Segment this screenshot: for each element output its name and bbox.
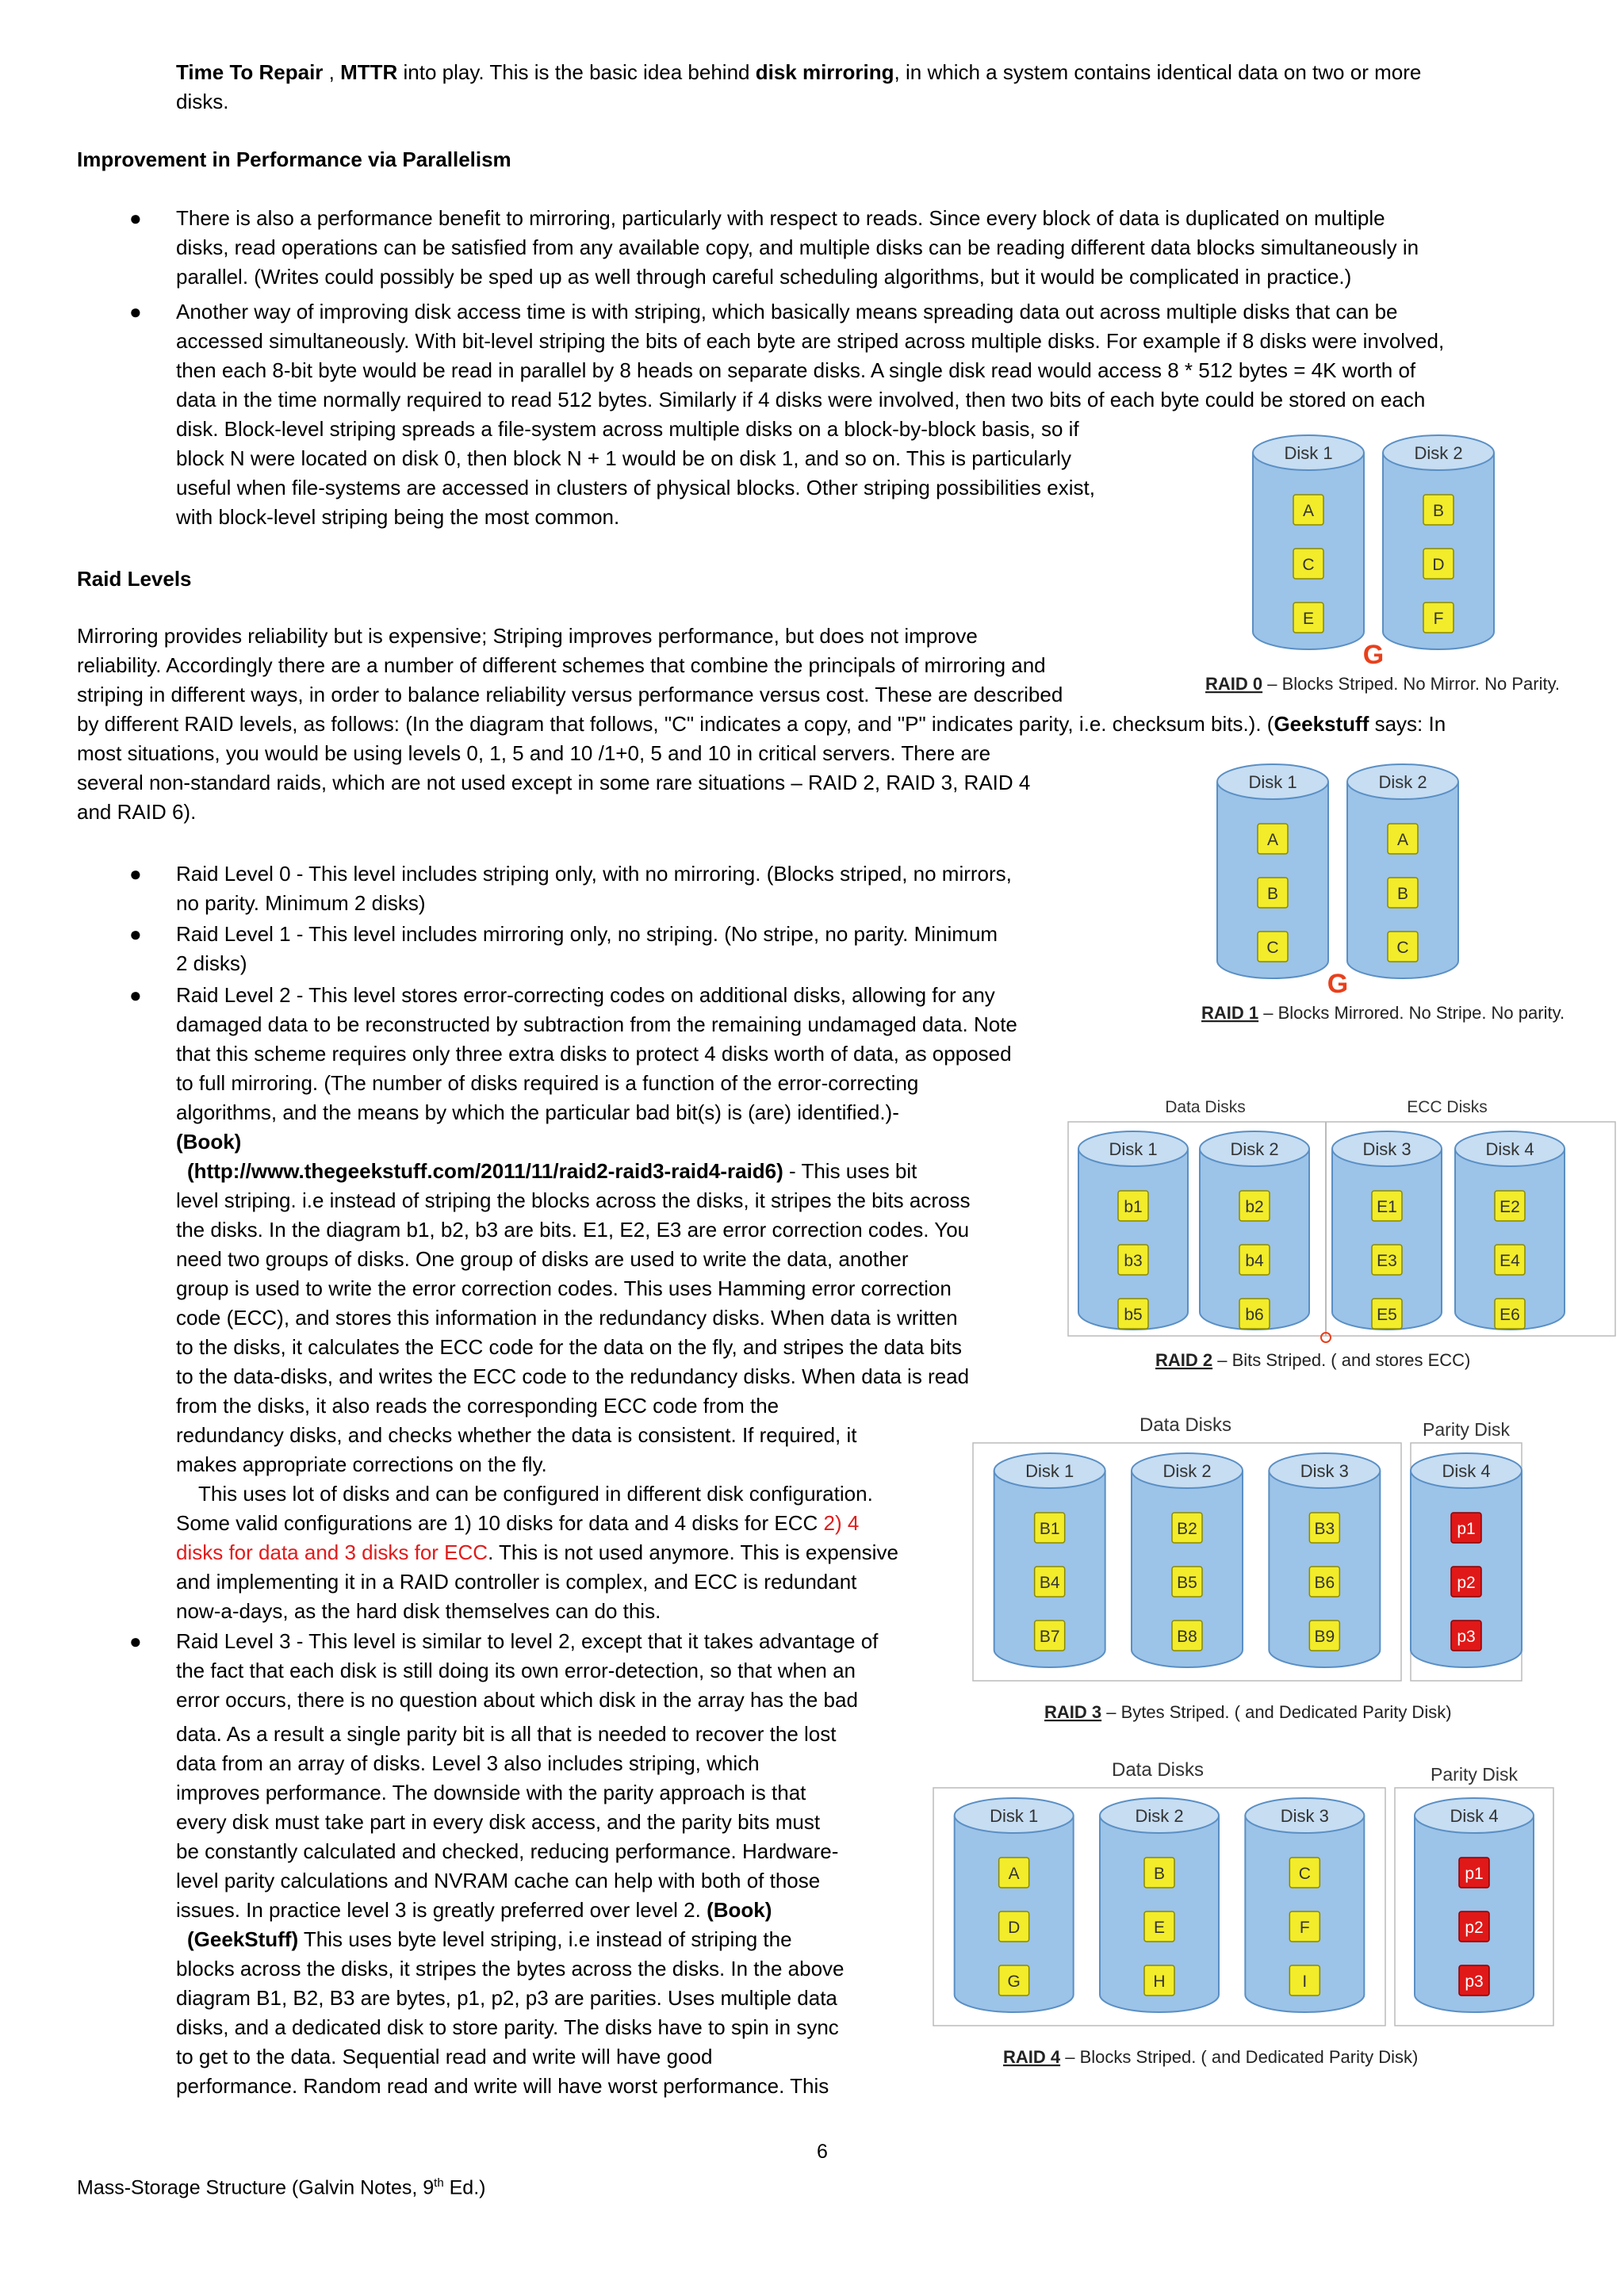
block-label: D	[1008, 1919, 1021, 1937]
geekstuff-logo-icon: G	[1362, 640, 1385, 670]
raid3-l11: (GeekStuff) This uses byte level striping, i.e instead of striping the	[187, 1927, 792, 1951]
raid3-t3: disks, and a dedicated disk to store parity. The disks have to spin in sync	[176, 2015, 839, 2039]
raid3-l9: level parity calculations and NVRAM cache can help with both of those	[176, 1869, 821, 1892]
bullet-dot: ●	[129, 983, 142, 1007]
raid2-e1: and implementing it in a RAID controller is complex, and ECC is redundant	[176, 1570, 857, 1594]
block-label: B3	[1314, 1520, 1335, 1538]
geekstuff-link[interactable]: (http://www.thegeekstuff.com/2011/11/raid2-raid3-raid4-raid6)	[187, 1159, 783, 1183]
raid2-l3: that this scheme requires only three extra disks to protect 4 disks worth of data, as opposed	[176, 1042, 1012, 1066]
disk-2	[1200, 1131, 1309, 1330]
disk-3	[1245, 1798, 1364, 2012]
parallel-b2-l6: block N were located on disk 0, then block N + 1 would be on disk 1, and so on. This is particularly	[176, 446, 1071, 470]
caption-raid-label: RAID 3	[1044, 1702, 1102, 1722]
disk-1	[1217, 764, 1328, 978]
group-label-data: Data Disks	[1111, 1759, 1205, 1781]
raid3-t4: to get to the data. Sequential read and write will have good	[176, 2045, 713, 2068]
block-label: A	[1396, 831, 1409, 849]
raid3-t1: blocks across the disks, it stripes the bytes across the disks. In the above	[176, 1957, 845, 1980]
raid4-svg	[932, 1752, 1558, 2085]
raid2-m8: from the disks, it also reads the corresponding ECC code from the	[176, 1394, 779, 1418]
figure-caption	[1155, 1350, 1470, 1370]
parallel-b2-l8: with block-level striping being the most common.	[176, 505, 620, 529]
disk-2	[1383, 435, 1494, 649]
figure-caption	[1201, 1003, 1565, 1023]
raid2-m4: group is used to write the error correction codes. This uses Hamming error correction	[176, 1276, 952, 1300]
disk-4	[1455, 1131, 1565, 1330]
disk-label: Disk 1	[1284, 443, 1333, 463]
block-label: C	[1298, 1865, 1311, 1883]
block-label: F	[1433, 610, 1444, 628]
raid2-m10: makes appropriate corrections on the fly.	[176, 1452, 547, 1476]
disk-1	[955, 1798, 1074, 2012]
block-label: B8	[1177, 1628, 1197, 1646]
raid2-l4: to full mirroring. (The number of disks required is a function of the error-correcting	[176, 1071, 919, 1095]
raid2-config: Some valid configurations are 1) 10 disks for data and 4 disks for ECC 2) 4	[176, 1511, 860, 1535]
disk-label: Disk 4	[1442, 1461, 1491, 1481]
block-label: E	[1302, 610, 1315, 628]
raid3-l6: improves performance. The downside with the parity approach is that	[176, 1781, 806, 1804]
caption-raid-label: RAID 1	[1201, 1003, 1259, 1023]
block-label: E2	[1500, 1198, 1520, 1216]
block-label: B	[1396, 885, 1409, 903]
block-label: B	[1153, 1865, 1166, 1883]
caption-text: – Bytes Striped. ( and Dedicated Parity Disk)	[1101, 1702, 1452, 1722]
raid-para-l3: striping in different ways, in order to balance reliability versus performance versus cost. These are described	[77, 683, 1063, 706]
raid1-l1: Raid Level 1 - This level includes mirroring only, no striping. (No stripe, no parity. Minimum	[176, 922, 998, 946]
disk-4	[1411, 1453, 1522, 1667]
group-label-parity: Parity Disk	[1423, 1419, 1510, 1440]
intro-line-1: Time To Repair , MTTR into play. This is the basic idea behind disk mirroring, in which a system contains identical data on two or more	[176, 60, 1422, 84]
block-label: B9	[1314, 1628, 1335, 1646]
block-label: C	[1266, 939, 1279, 957]
disk-label: Disk 4	[1450, 1806, 1499, 1826]
raid3-t5: performance. Random read and write will have worst performance. This	[176, 2074, 829, 2098]
raid2-m11: This uses lot of disks and can be configured in different disk configuration.	[198, 1482, 873, 1506]
raid4-figure	[932, 1752, 1558, 2085]
disk-label: Disk 2	[1230, 1139, 1279, 1159]
group-label-data: Data Disks	[1165, 1098, 1246, 1116]
disk-1	[1253, 435, 1364, 649]
raid3-l7: every disk must take part in every disk access, and the parity bits must	[176, 1810, 821, 1834]
caption-text: – Blocks Striped. ( and Dedicated Parity Disk)	[1060, 2047, 1419, 2067]
disk-label: Disk 1	[990, 1806, 1039, 1826]
block-label: E	[1153, 1919, 1166, 1937]
bullet-dot: ●	[129, 1629, 142, 1653]
raid2-l5: algorithms, and the means by which the particular bad bit(s) is (are) identified.)-	[176, 1100, 899, 1124]
figure-caption	[1205, 674, 1560, 694]
block-label: B6	[1314, 1574, 1335, 1592]
disk-label: Disk 2	[1378, 772, 1427, 792]
disk-label: Disk 2	[1414, 443, 1463, 463]
raid0-figure	[1197, 432, 1578, 694]
raid-para-l2: reliability. Accordingly there are a number of different schemes that combine the principals of mirroring and	[77, 653, 1046, 677]
block-label: C	[1396, 939, 1409, 957]
bullet-dot: ●	[129, 206, 142, 230]
raid3-l8: be constantly calculated and checked, reducing performance. Hardware-	[176, 1839, 839, 1863]
raid2-figure	[1067, 1090, 1622, 1383]
raid-para-l4: by different RAID levels, as follows: (In the diagram that follows, "C" indicates a copy, and "P" indicates parity, i.e. checksum bits.). (Geekstuff says: In	[77, 712, 1446, 736]
caption-text: – Bits Striped. ( and stores ECC)	[1212, 1350, 1471, 1370]
disk-label: Disk 4	[1485, 1139, 1534, 1159]
block-label: B	[1432, 502, 1445, 520]
parallel-b2-l7: useful when file-systems are accessed in clusters of physical blocks. Other striping possibilities exist,	[176, 476, 1095, 499]
parallel-b2-l4: data in the time normally required to read 512 bytes. Similarly if 4 disks were involved, then two bits of each byte could be stored on each	[176, 388, 1426, 411]
disk-label: Disk 3	[1280, 1806, 1329, 1826]
raid2-link-line: (http://www.thegeekstuff.com/2011/11/raid2-raid3-raid4-raid6) - This uses bit	[187, 1159, 917, 1183]
raid3-l5: data from an array of disks. Level 3 also includes striping, which	[176, 1751, 760, 1775]
raid3-t2: diagram B1, B2, B3 are bytes, p1, p2, p3 are parities. Uses multiple data	[176, 1986, 837, 2010]
block-label: E5	[1377, 1306, 1397, 1324]
block-label: b3	[1124, 1252, 1143, 1270]
caption-text: – Blocks Mirrored. No Stripe. No parity.	[1258, 1003, 1565, 1023]
block-label: p1	[1457, 1520, 1476, 1538]
raid0-svg	[1197, 432, 1578, 694]
geekstuff-logo-icon: G	[1327, 969, 1349, 999]
raid2-m1: level striping. i.e instead of striping the blocks across the disks, it stripes the bits across	[176, 1188, 971, 1212]
figure-caption	[1044, 1702, 1452, 1722]
group-label-ecc: ECC Disks	[1407, 1098, 1488, 1116]
block-label: B5	[1177, 1574, 1197, 1592]
block-label: B2	[1177, 1520, 1197, 1538]
raid3-l4: data. As a result a single parity bit is all that is needed to recover the lost	[176, 1722, 837, 1746]
block-label: b5	[1124, 1306, 1143, 1324]
raid-para-l6: several non-standard raids, which are not used except in some rare situations – RAID 2, RAID 3, RAID 4	[77, 771, 1031, 794]
heading-raid-levels: Raid Levels	[77, 567, 192, 591]
block-label: B1	[1039, 1520, 1060, 1538]
parallel-b1-l1: There is also a performance benefit to mirroring, particularly with respect to reads. Since every block of data is duplicated on multiple	[176, 206, 1385, 230]
caption-raid-label: RAID 2	[1155, 1350, 1213, 1370]
parallel-b2-l3: then each 8-bit byte would be read in parallel by 8 heads on separate disks. A single disk read would access 8 * 512 bytes = 4K worth of	[176, 358, 1416, 382]
parallel-b2-l5: disk. Block-level striping spreads a file-system across multiple disks on a block-by-block basis, so if	[176, 417, 1079, 441]
raid0-l2: no parity. Minimum 2 disks)	[176, 891, 426, 915]
block-label: E6	[1500, 1306, 1520, 1324]
block-label: p3	[1457, 1628, 1476, 1646]
parallel-b2-l1: Another way of improving disk access time is with striping, which basically means spreading data out across multiple disks that can be	[176, 300, 1398, 323]
disk-2	[1347, 764, 1458, 978]
block-label: E4	[1500, 1252, 1520, 1270]
raid2-m9: redundancy disks, and checks whether the data is consistent. If required, it	[176, 1423, 857, 1447]
parallel-b1-l3: parallel. (Writes could possibly be sped up as well through careful scheduling algorithms, but it would be complicated in practice.)	[176, 265, 1352, 289]
block-label: p2	[1465, 1919, 1484, 1937]
heading-parallelism: Improvement in Performance via Parallelism	[77, 147, 511, 171]
raid1-svg	[1201, 761, 1582, 1023]
disk-1	[994, 1453, 1105, 1667]
disk-label: Disk 3	[1300, 1461, 1349, 1481]
disk-3	[1332, 1131, 1442, 1330]
intro-line-2: disks.	[176, 90, 229, 113]
page-number: 6	[817, 2141, 828, 2163]
raid2-e2: now-a-days, as the hard disk themselves can do this.	[176, 1599, 661, 1623]
block-label: b1	[1124, 1198, 1143, 1216]
block-label: C	[1302, 556, 1315, 574]
raid2-l1: Raid Level 2 - This level stores error-correcting codes on additional disks, allowing for any	[176, 983, 995, 1007]
parallel-b1-l2: disks, read operations can be satisfied from any available copy, and multiple disks can be reading different data blocks simultaneously in	[176, 235, 1419, 259]
raid3-l1: Raid Level 3 - This level is similar to level 2, except that it takes advantage of	[176, 1629, 879, 1653]
block-label: b2	[1245, 1198, 1264, 1216]
raid1-figure	[1201, 761, 1582, 1023]
disk-label: Disk 1	[1109, 1139, 1158, 1159]
block-label: D	[1432, 556, 1445, 574]
bullet-dot: ●	[129, 300, 142, 323]
caption-raid-label: RAID 0	[1205, 674, 1263, 694]
bullet-dot: ●	[129, 922, 142, 946]
disk-2	[1132, 1453, 1243, 1667]
raid1-l2: 2 disks)	[176, 951, 247, 975]
disk-label: Disk 2	[1162, 1461, 1212, 1481]
caption-raid-label: RAID 4	[1003, 2047, 1061, 2067]
bullet-dot: ●	[129, 862, 142, 886]
raid2-config-2: disks for data and 3 disks for ECC. This is not used anymore. This is expensive	[176, 1540, 898, 1564]
block-label: G	[1007, 1973, 1021, 1991]
raid-para-l7: and RAID 6).	[77, 800, 197, 824]
footer-title: Mass-Storage Structure (Galvin Notes, 9th Ed.)	[77, 2176, 486, 2199]
raid-para-l1: Mirroring provides reliability but is expensive; Striping improves performance, but does not improve	[77, 624, 978, 648]
block-label: A	[1008, 1865, 1020, 1883]
disk-label: Disk 1	[1248, 772, 1297, 792]
raid2-m7: to the data-disks, and writes the ECC code to the redundancy disks. When data is read	[176, 1364, 970, 1388]
raid3-figure	[971, 1407, 1526, 1740]
block-label: p3	[1465, 1973, 1484, 1991]
raid2-m3: need two groups of disks. One group of disks are used to write the data, another	[176, 1247, 909, 1271]
parallel-b2-l2: accessed simultaneously. With bit-level striping the bits of each byte are striped across multiple disks. For example if 8 disks were involved,	[176, 329, 1445, 353]
disk-label: Disk 1	[1025, 1461, 1074, 1481]
block-label: H	[1153, 1973, 1166, 1991]
raid3-l10: issues. In practice level 3 is greatly preferred over level 2. (Book)	[176, 1898, 772, 1922]
raid2-l2: damaged data to be reconstructed by subtraction from the remaining undamaged data. Note	[176, 1012, 1017, 1036]
raid-para-l5: most situations, you would be using levels 0, 1, 5 and 10 /1+0, 5 and 10 in critical servers. There are	[77, 741, 991, 765]
raid2-svg	[1067, 1090, 1622, 1383]
figure-caption	[1003, 2047, 1418, 2067]
raid2-m6: to the disks, it calculates the ECC code for the data on the fly, and stripes the data bits	[176, 1335, 962, 1359]
raid3-l3: error occurs, there is no question about which disk in the array has the bad	[176, 1688, 858, 1712]
disk-3	[1269, 1453, 1380, 1667]
block-label: F	[1299, 1919, 1310, 1937]
raid2-m2: the disks. In the diagram b1, b2, b3 are bits. E1, E2, E3 are error correction codes. You	[176, 1218, 970, 1242]
block-label: A	[1302, 502, 1315, 520]
block-label: I	[1302, 1973, 1308, 1991]
disk-label: Disk 3	[1362, 1139, 1411, 1159]
block-label: B	[1266, 885, 1279, 903]
caption-text: – Blocks Striped. No Mirror. No Parity.	[1262, 674, 1561, 694]
group-label-parity: Parity Disk	[1431, 1764, 1518, 1785]
block-label: B7	[1039, 1628, 1060, 1646]
disk-4	[1415, 1798, 1534, 2012]
block-label: A	[1266, 831, 1279, 849]
block-label: b6	[1245, 1306, 1264, 1324]
block-label: p1	[1465, 1865, 1484, 1883]
block-label: E3	[1377, 1252, 1397, 1270]
block-label: B4	[1039, 1574, 1060, 1592]
disk-1	[1078, 1131, 1188, 1330]
disk-2	[1100, 1798, 1219, 2012]
group-label-data: Data Disks	[1139, 1414, 1232, 1436]
block-label: E1	[1377, 1198, 1397, 1216]
raid2-m5: code (ECC), and stores this information in the redundancy disks. When data is written	[176, 1306, 958, 1330]
block-label: p2	[1457, 1574, 1476, 1592]
raid0-l1: Raid Level 0 - This level includes striping only, with no mirroring. (Blocks striped, no mirrors,	[176, 862, 1012, 886]
raid3-svg	[971, 1407, 1526, 1740]
raid3-l2: the fact that each disk is still doing its own error-detection, so that when an	[176, 1659, 856, 1682]
raid2-book: (Book)	[176, 1130, 242, 1154]
block-label: b4	[1245, 1252, 1264, 1270]
disk-label: Disk 2	[1135, 1806, 1184, 1826]
